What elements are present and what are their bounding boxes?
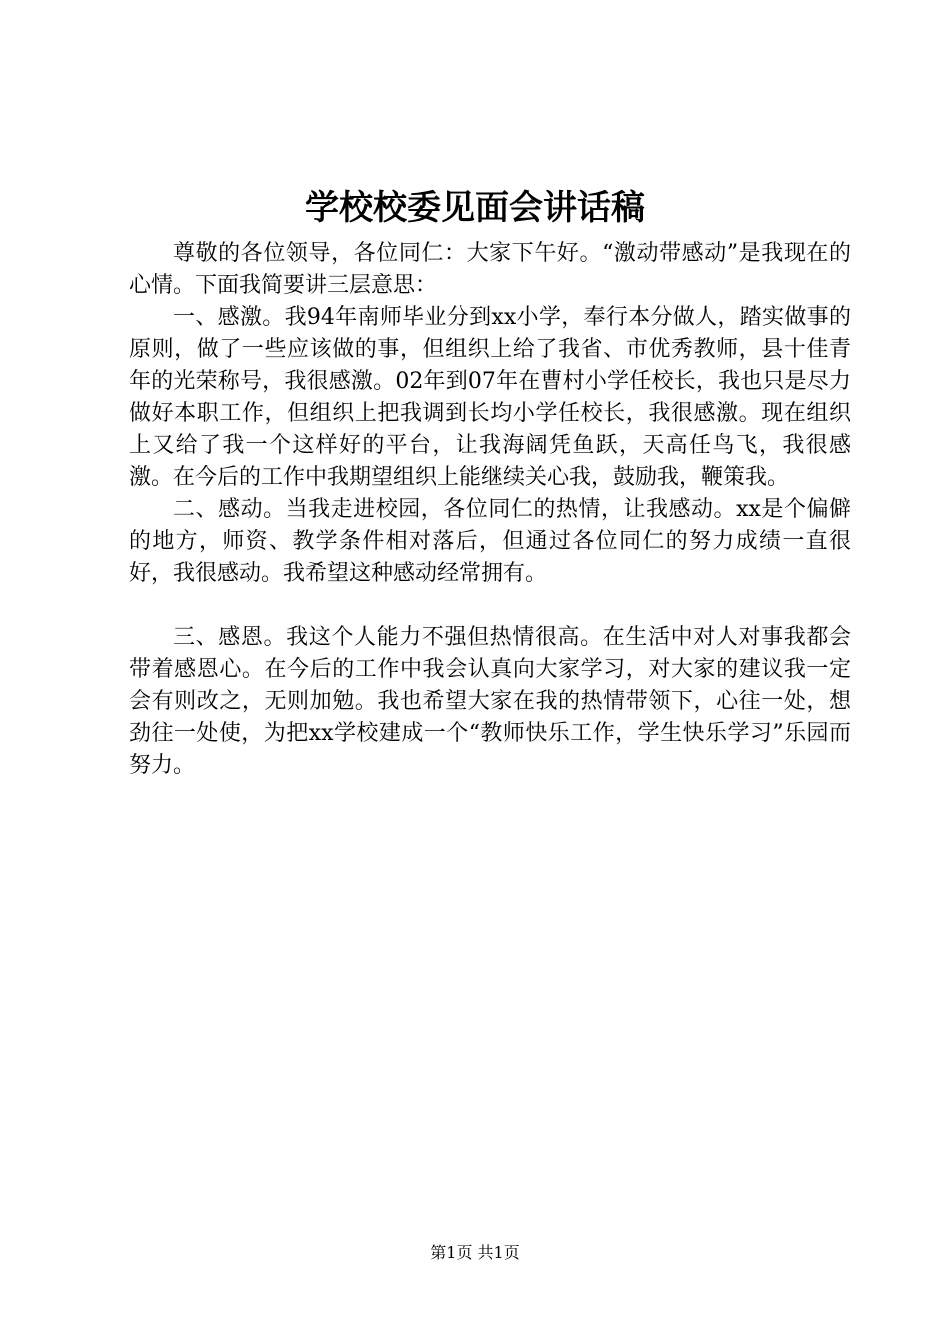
page-footer: 第1页 共1页 <box>430 1243 520 1262</box>
document-body <box>129 238 851 782</box>
paragraph-gratitude: 一、感激。我94年南师毕业分到xx小学，奉行本分做人，踏实做事的原则，做了一些应该做的事，但组织上给了我省、市优秀教师，县十佳青年的光荣称号，我很感激。02年到07年在曹村小学任校长，我也只是尽力做好本职工作，但组织上把我调到长均小学任校长，我很感激。现在组织上又给了我一个这样好的平台，让我海阔凭鱼跃，天高任鸟飞，我很感激。在今后的工作中我期望组织上能继续关心我，鼓励我，鞭策我。 <box>129 305 851 490</box>
paragraph-greeting: 尊敬的各位领导，各位同仁：大家下午好。“激动带感动”是我现在的心情。下面我简要讲三层意思： <box>129 241 851 298</box>
paragraph-thankful: 三、感恩。我这个人能力不强但热情很高。在生活中对人对事我都会带着感恩心。在今后的工作中我会认真向大家学习，对大家的建议我一定会有则改之，无则加勉。我也希望大家在我的热情带领下，心往一处，想劲往一处使，为把xx学校建成一个“教师快乐工作，学生快乐学习”乐园而努力。 <box>129 625 851 778</box>
document-title: 学校校委见面会讲话稿 <box>305 188 645 228</box>
paragraph-spacer <box>129 590 851 622</box>
paragraph-moved: 二、感动。当我走进校园，各位同仁的热情，让我感动。xx是个偏僻的地方，师资、教学条件相对落后，但通过各位同仁的努力成绩一直很好，我很感动。我希望这种感动经常拥有。 <box>129 497 851 586</box>
